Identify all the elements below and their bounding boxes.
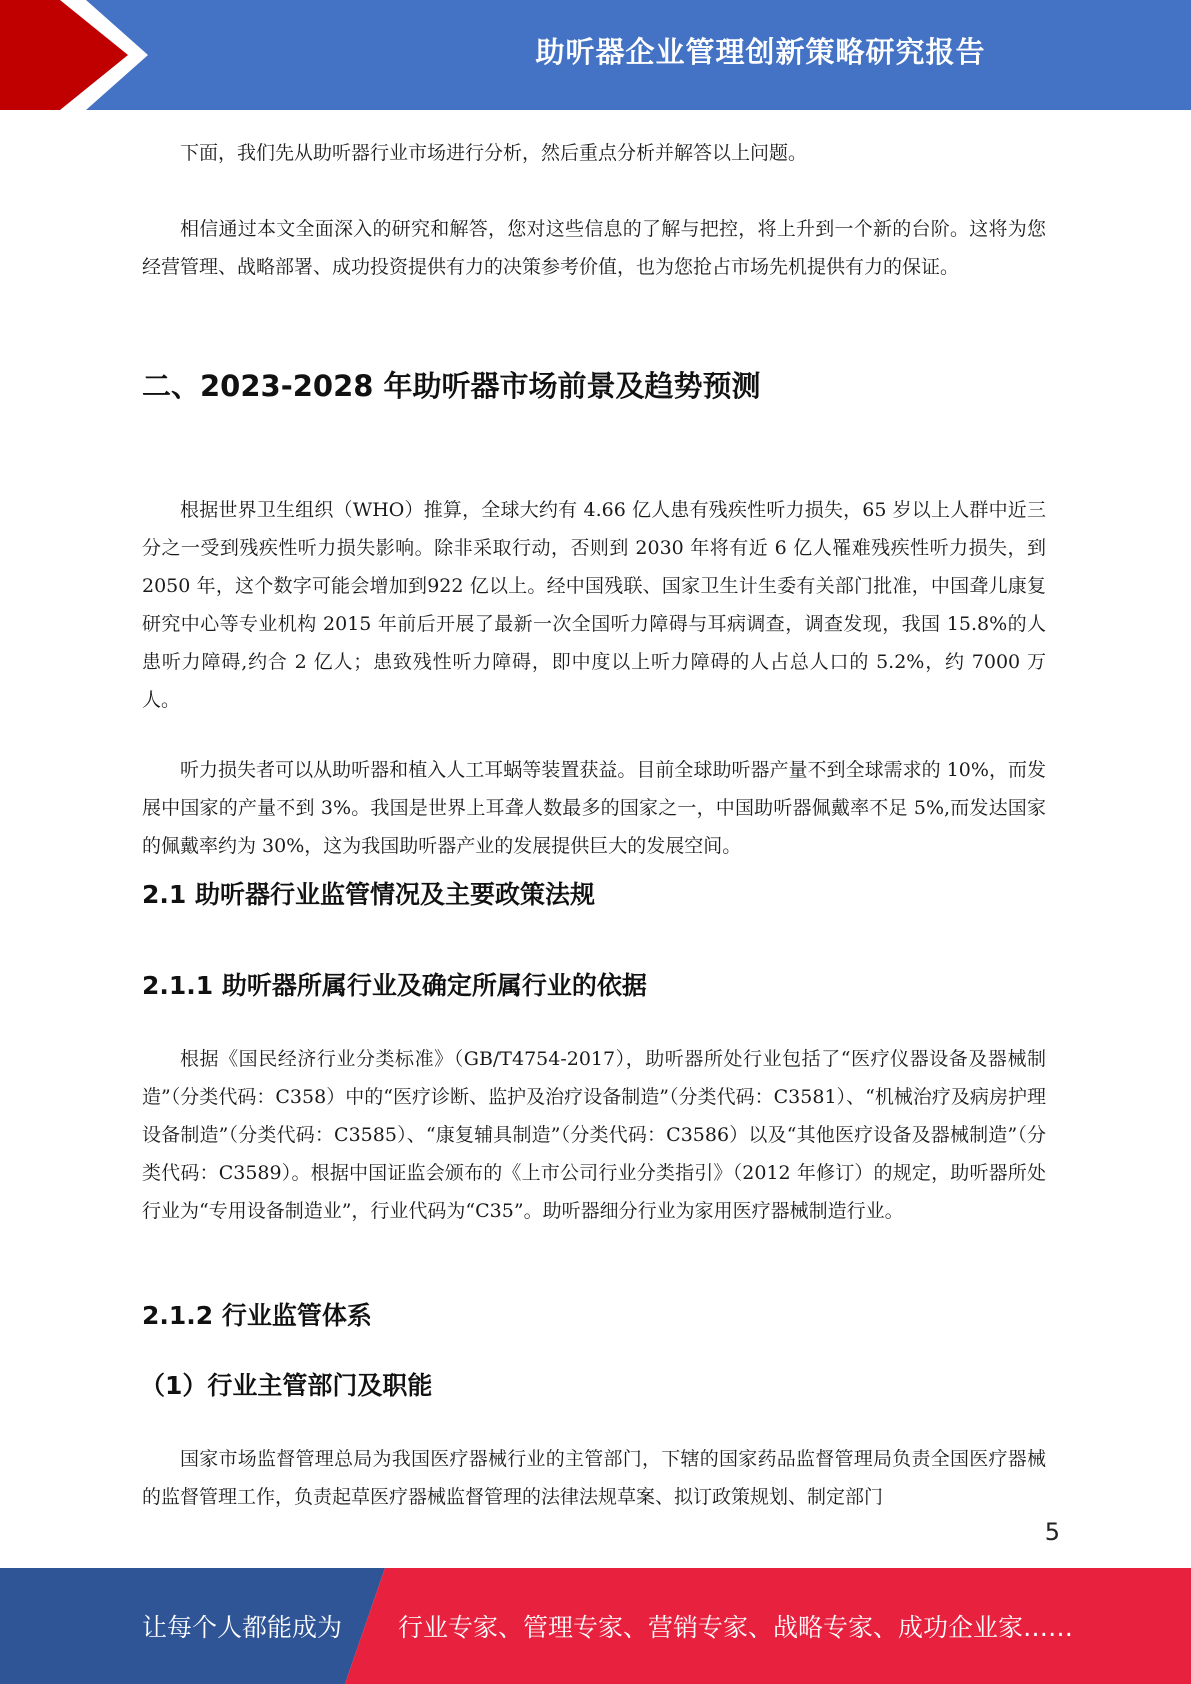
footer-slogan-left: 让每个人都能成为 [142,1613,343,1642]
header-title: 助听器企业管理创新策略研究报告 [535,34,986,69]
section-2-1-heading: 2.1 助听器行业监管情况及主要政策法规 [142,880,595,909]
subsection-1-heading: （1）行业主管部门及职能 [140,1371,433,1400]
section-2-1-1-paragraph: 根据《国民经济行业分类标准》（GB/T4754-2017），助听器所处行业包括了“医疗仪器设备及器械制造”（分类代码：C358）中的“医疗诊断、监护及治疗设备制造”（分类代码：C3581）、“机械治疗及病房护理设备制造”（分类代码：C3585）、“康复辅具制造”（分类代码：C3586）以及“其他医疗设备及器械制造”（分类代码：C3589）。根据中国证监会颁布的《上市公司行业分类指引》（2012 年修订）的规定，助听器所处行业为“专用设备制造业”，行业代码为“C35”。助听器细分行业为家用医疗器械制造行业。 [142,1048,1046,1222]
section-2-paragraph-2: 听力损失者可以从助听器和植入人工耳蜗等装置获益。目前全球助听器产量不到全球需求的 10%，而发展中国家的产量不到 3%。我国是世界上耳聋人数最多的国家之一，中国助听器佩戴率不足 5%,而发达国家的佩戴率约为 30%，这为我国助听器产业的发展提供巨大的发展空间。 [142,759,1046,857]
section-2-1-1-heading: 2.1.1 助听器所属行业及确定所属行业的依据 [142,971,647,1000]
footer-slogan-right: 行业专家、管理专家、营销专家、战略专家、成功企业家…… [398,1613,1074,1642]
section-2-heading: 二、2023-2028 年助听器市场前景及趋势预测 [142,369,761,403]
section-2-paragraph-1: 根据世界卫生组织（WHO）推算，全球大约有 4.66 亿人患有残疾性听力损失，65 岁以上人群中近三分之一受到残疾性听力损失影响。除非采取行动，否则到 2030 年将有近 6 亿人罹难残疾性听力损失，到 2050 年，这个数字可能会增加到922 亿以上。经中国残联、国家卫生计生委有关部门批准，中国聋儿康复研究中心等专业机构 2015 年前后开展了最新一次全国听力障碍与耳病调查，调查发现，我国 15.8%的人患听力障碍,约合 2 亿人；患致残性听力障碍，即中度以上听力障碍的人占总人口的 5.2%，约 7000 万人。 [142,499,1046,711]
page-header [0,0,1191,110]
intro-paragraph-2: 相信通过本文全面深入的研究和解答，您对这些信息的了解与把控，将上升到一个新的台阶。这将为您经营管理、战略部署、成功投资提供有力的决策参考价值，也为您抢占市场先机提供有力的保证。 [142,218,1046,278]
section-2-1-2-heading: 2.1.2 行业监管体系 [142,1301,372,1330]
subsection-1-paragraph: 国家市场监督管理总局为我国医疗器械行业的主管部门，下辖的国家药品监督管理局负责全国医疗器械的监督管理工作，负责起草医疗器械监督管理的法律法规草案、拟订政策规划、制定部门 [142,1448,1046,1508]
intro-paragraph-1: 下面，我们先从助听器行业市场进行分析，然后重点分析并解答以上问题。 [180,142,808,164]
page-number: 5 [1044,1518,1060,1546]
page-footer [0,1568,1191,1684]
